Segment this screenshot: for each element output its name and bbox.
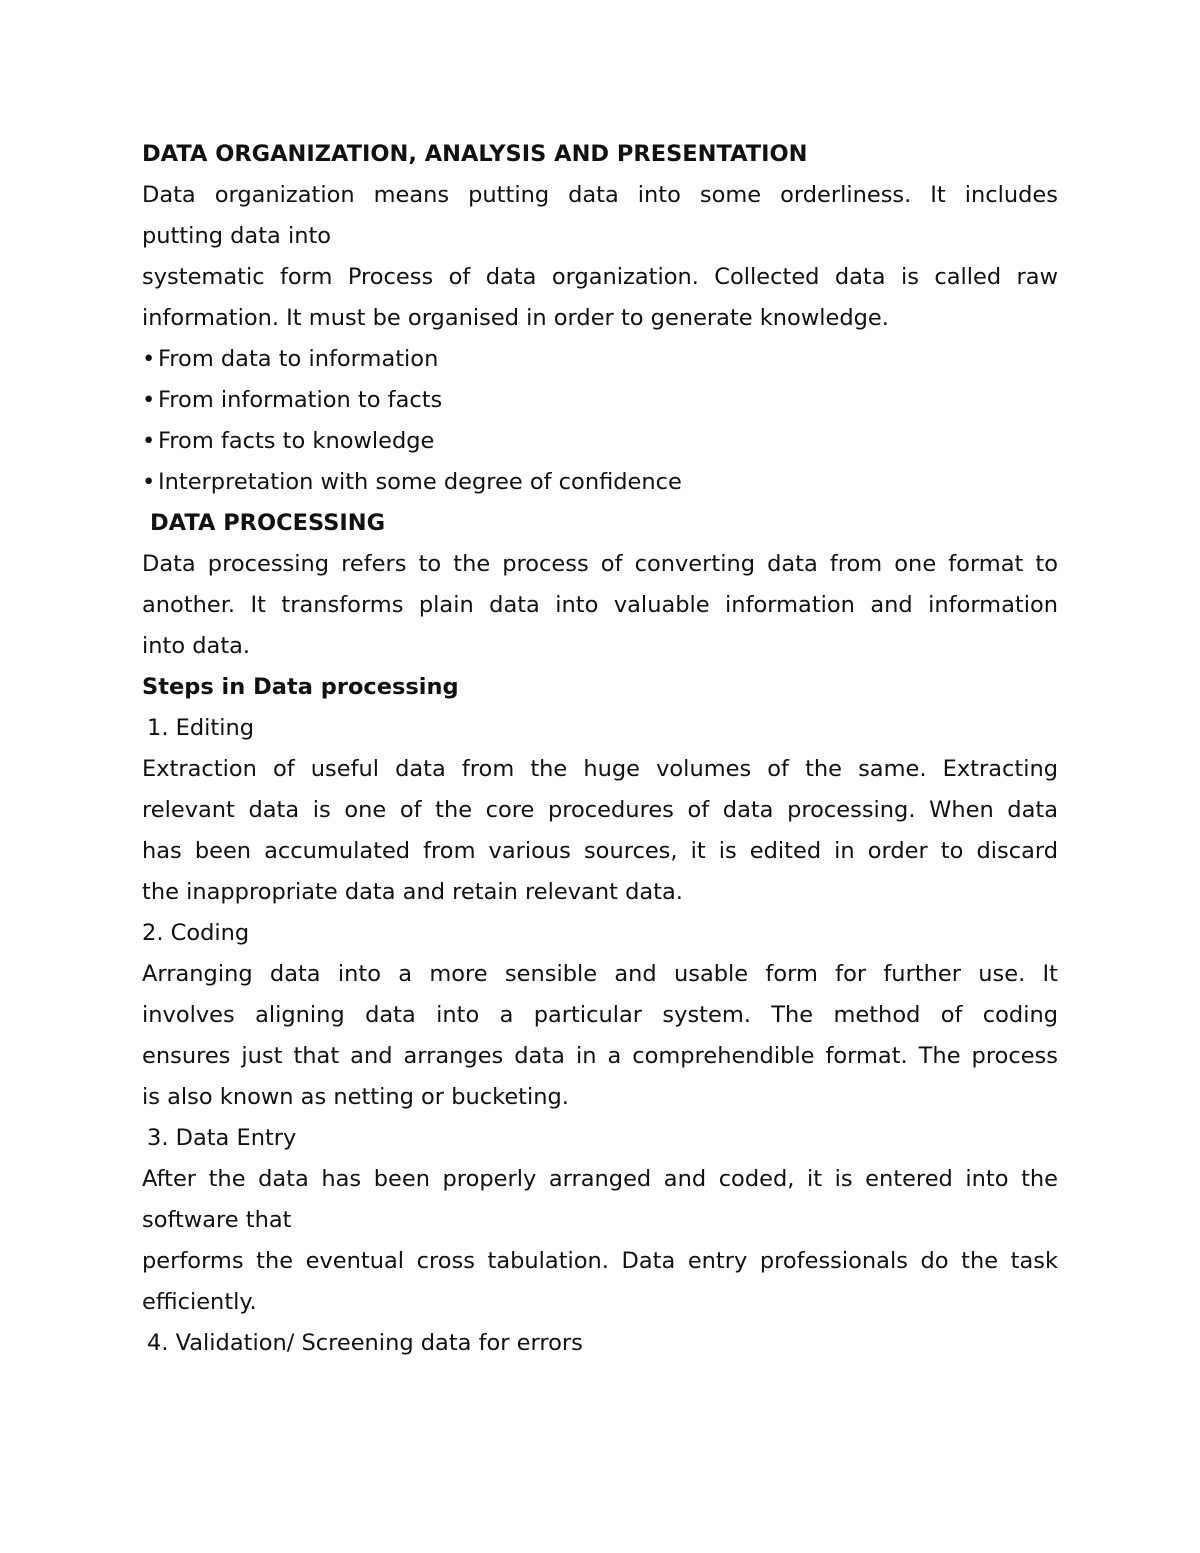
step-title-coding: 2. Coding	[142, 920, 250, 946]
editing-line-4: the inappropriate data and retain relevant data.	[142, 879, 683, 905]
document-page	[142, 134, 1058, 1364]
editing-line-2: relevant data is one of the core procedures of data processing. When data	[142, 797, 1058, 823]
intro-line-3: systematic form Process of data organization. Collected data is called raw	[142, 264, 1058, 290]
processing-line-2: another. It transforms plain data into valuable information and information	[142, 592, 1058, 618]
step-title-editing: 1. Editing	[147, 715, 254, 741]
bullet-text: From information to facts	[158, 387, 443, 413]
bullet-icon: •	[142, 428, 156, 454]
intro-line-1: Data organization means putting data into some orderliness. It includes	[142, 182, 1058, 208]
bullet-item	[142, 462, 1058, 503]
intro-line-4: information. It must be organised in order to generate knowledge.	[142, 305, 889, 331]
processing-line-3: into data.	[142, 633, 251, 659]
coding-line-3: ensures just that and arranges data in a comprehendible format. The process	[142, 1043, 1058, 1069]
bullet-text: From facts to knowledge	[158, 428, 435, 454]
intro-line-2: putting data into	[142, 223, 332, 249]
steps-heading: Steps in Data processing	[142, 674, 459, 700]
coding-line-1: Arranging data into a more sensible and usable form for further use. It	[142, 961, 1058, 987]
bullet-item	[142, 380, 1058, 421]
data-entry-line-2: software that	[142, 1207, 292, 1233]
editing-line-3: has been accumulated from various sources, it is edited in order to discard	[142, 838, 1058, 864]
editing-line-1: Extraction of useful data from the huge volumes of the same. Extracting	[142, 756, 1058, 782]
data-entry-line-4: efficiently.	[142, 1289, 257, 1315]
bullet-item	[142, 421, 1058, 462]
data-entry-line-3: performs the eventual cross tabulation. Data entry professionals do the task	[142, 1248, 1058, 1274]
processing-line-1: Data processing refers to the process of converting data from one format to	[142, 551, 1058, 577]
bullet-icon: •	[142, 387, 156, 413]
coding-line-2: involves aligning data into a particular system. The method of coding	[142, 1002, 1058, 1028]
section-heading-data-processing: DATA PROCESSING	[150, 510, 386, 536]
bullet-item	[142, 339, 1058, 380]
bullet-icon: •	[142, 469, 156, 495]
step-title-data-entry: 3. Data Entry	[147, 1125, 297, 1151]
bullet-icon: •	[142, 346, 156, 372]
document-title: DATA ORGANIZATION, ANALYSIS AND PRESENTATION	[142, 141, 808, 167]
coding-line-4: is also known as netting or bucketing.	[142, 1084, 569, 1110]
bullet-text: From data to information	[158, 346, 439, 372]
bullet-text: Interpretation with some degree of confidence	[158, 469, 682, 495]
data-entry-line-1: After the data has been properly arranged and coded, it is entered into the	[142, 1166, 1058, 1192]
step-title-validation: 4. Validation/ Screening data for errors	[147, 1330, 583, 1356]
